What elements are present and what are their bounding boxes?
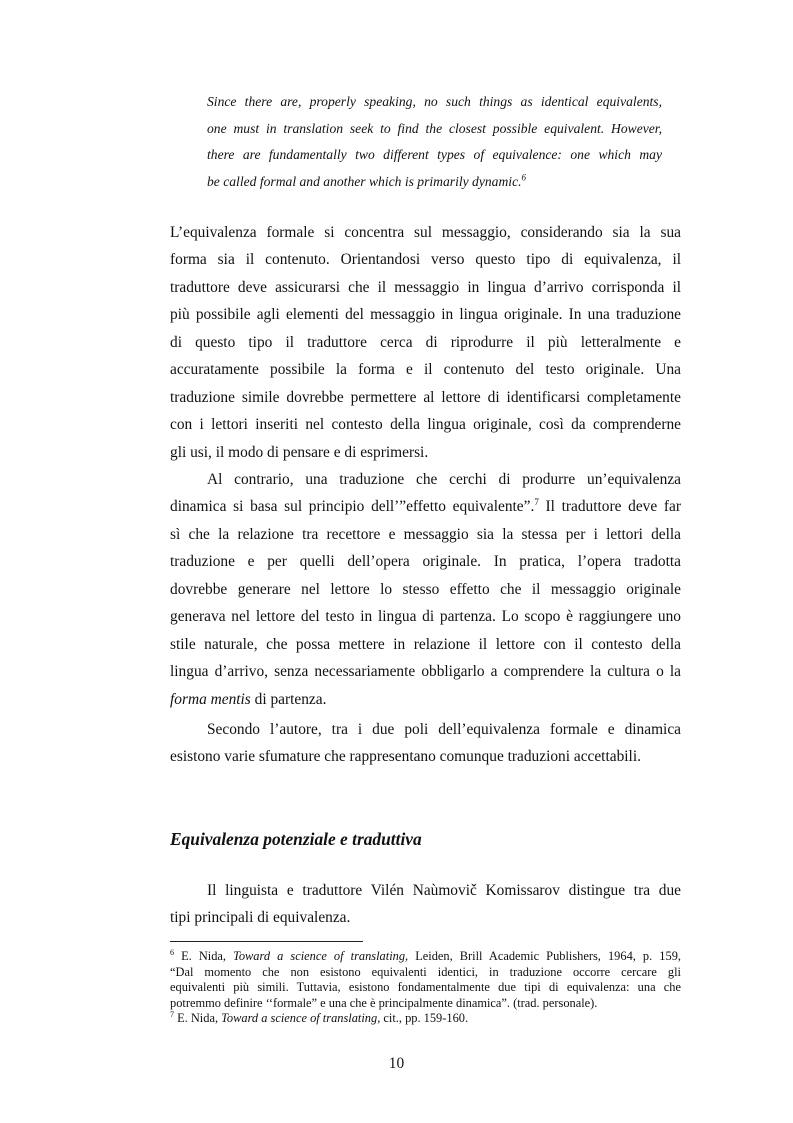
- text-segment: di partenza.: [250, 690, 327, 708]
- text-segment: dinamica si basa sul principio dell’”effetto equivalente”.: [170, 498, 535, 516]
- footnote-title: Toward a science of translating: [221, 1011, 378, 1026]
- paragraph-dynamic-equivalence: [170, 466, 681, 713]
- text-line: con i lettori inseriti nel contesto della lingua originale, così da comprenderne: [170, 416, 681, 434]
- quote-line-text: be called formal and another which is primarily dynamic.: [207, 174, 522, 190]
- text-line: accuratamente possibile la forma e il contenuto del testo originale. Una: [170, 361, 681, 379]
- footnote-text: , cit., pp. 159-160.: [377, 1011, 469, 1026]
- footnote-6-line: potremmo definire ‘‘formale” e una che è principalmente dinamica”. (trad. personale).: [170, 995, 598, 1010]
- text-line: generava nel lettore del testo in lingua di partenza. Lo scopo è raggiungere uno: [170, 608, 681, 626]
- footnote-ref-6[interactable]: 6: [521, 172, 527, 183]
- section-heading: Equivalenza potenziale e traduttiva: [170, 829, 422, 849]
- text-line: traduzione e per quelli dell’opera originale. In pratica, l’opera tradotta: [170, 553, 681, 571]
- paragraph-nuances: [170, 716, 681, 771]
- text-line: tipi principali di equivalenza.: [170, 909, 351, 927]
- footnote-number-7: 7: [170, 1010, 174, 1020]
- block-quote: [207, 89, 662, 196]
- text-line: stile naturale, che possa mettere in relazione il lettore con il contesto della: [170, 635, 681, 653]
- footnote-6-line: equivalenti più simili. Tuttavia, esistono fondamentalmente due tipi di equivalenza: una che: [170, 980, 681, 995]
- footnote-number-6: 6: [170, 947, 174, 957]
- text-segment: Il traduttore deve far: [538, 498, 681, 516]
- text-line: forma sia il contenuto. Orientandosi verso questo tipo di equivalenza, il: [170, 251, 681, 269]
- italic-term: forma mentis: [170, 690, 251, 708]
- quote-line-last: [207, 169, 662, 196]
- paragraph-formal-equivalence: [170, 219, 681, 466]
- footnote-6-line: “Dal momento che non esistono equivalenti identici, in traduzione occorre cercare gli: [170, 964, 681, 979]
- footnote-6-line: [170, 949, 681, 965]
- footnotes: [170, 949, 681, 1027]
- text-line: lingua d’arrivo, senza necessariamente obbligarlo a comprendere la cultura o la: [170, 663, 681, 681]
- text-line: di questo tipo il traduttore cerca di riprodurre il più letteralmente e: [170, 333, 681, 351]
- paragraph-komissarov: [170, 877, 681, 932]
- text-line: esistono varie sfumature che rappresentano comunque traduzioni accettabili.: [170, 748, 641, 766]
- text-line-with-ref: [170, 493, 681, 520]
- text-line: Secondo l’autore, tra i due poli dell’equivalenza formale e dinamica: [207, 721, 681, 738]
- text-line: dovrebbe generare nel lettore lo stesso effetto che il messaggio originale: [170, 580, 681, 598]
- quote-line: Since there are, properly speaking, no such things as identical equivalents,: [207, 94, 662, 109]
- text-line: sì che la relazione tra recettore e messaggio sia la stessa per i lettori della: [170, 525, 681, 543]
- footnote-separator: [170, 941, 363, 942]
- quote-line: one must in translation seek to find the closest possible equivalent. However,: [207, 120, 662, 136]
- text-line: traduttore deve assicurarsi che il messaggio in lingua d’arrivo corrisponda il: [170, 278, 681, 296]
- text-line: gli usi, il modo di pensare e di esprimersi.: [170, 443, 429, 461]
- page-number: 10: [388, 1055, 405, 1072]
- footnote-ref-7[interactable]: 7: [534, 497, 539, 508]
- text-line-last: [170, 686, 681, 713]
- text-line: traduzione simile dovrebbe permettere al lettore di identificarsi completamente: [170, 388, 681, 406]
- text-line: Il linguista e traduttore Vilén Naùmovič Komissarov distingue tra due: [207, 882, 681, 899]
- quote-line: there are fundamentally two different types of equivalence: one which may: [207, 147, 662, 163]
- text-line: L’equivalenza formale si concentra sul messaggio, considerando sia la sua: [170, 224, 681, 241]
- footnote-author: E. Nida,: [174, 1011, 222, 1026]
- footnote-author: E. Nida,: [174, 949, 234, 963]
- footnote-title: Toward a science of translating: [233, 949, 406, 963]
- footnote-7-line: [170, 1011, 681, 1027]
- text-line: Al contrario, una traduzione che cerchi di produrre un’equivalenza: [207, 471, 681, 488]
- text-line: più possibile agli elementi del messaggio in lingua originale. In una traduzione: [170, 306, 681, 324]
- footnote-text: , Leiden, Brill Academic Publishers, 1964, p. 159,: [405, 949, 681, 963]
